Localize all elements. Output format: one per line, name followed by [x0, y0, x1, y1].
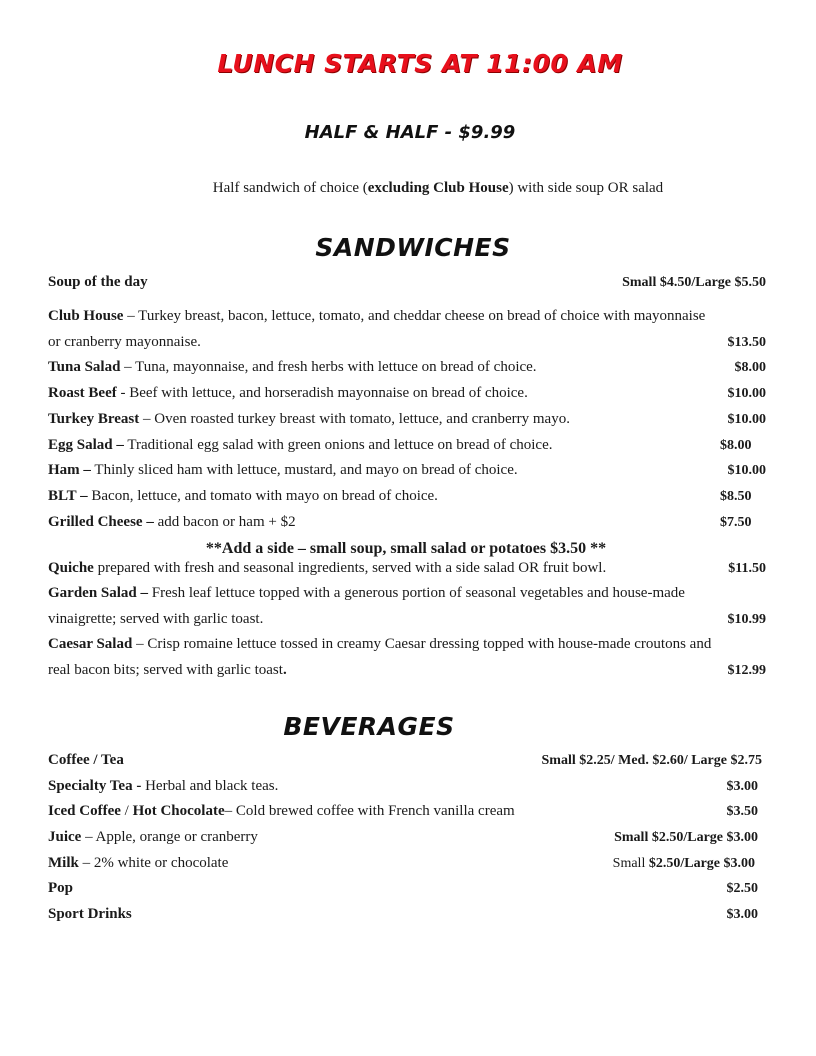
- desc-post: ) with side soup OR salad: [508, 180, 664, 196]
- page-title: LUNCH STARTS AT 11:00 AM: [217, 49, 623, 78]
- item-price: $2.50: [726, 881, 758, 896]
- item-desc: or cranberry mayonnaise.: [48, 334, 201, 350]
- item-name: Roast Beef: [48, 385, 117, 401]
- item-desc-end: .: [282, 662, 287, 678]
- item-price: $10.00: [727, 463, 766, 478]
- item-desc: Thinly sliced ham with lettuce, mustard, and mayo on bread of choice.: [90, 462, 518, 478]
- item-name: Egg Salad –: [48, 437, 124, 453]
- menu-item-quiche: [48, 560, 606, 577]
- beverage-specialty-tea: [48, 778, 278, 795]
- sandwiches-heading: SANDWICHES: [315, 233, 511, 262]
- item-name: Specialty Tea -: [48, 778, 142, 794]
- item-name: Caesar Salad: [48, 636, 133, 652]
- item-desc: add bacon or ham + $2: [153, 514, 296, 530]
- item-price: $3.00: [726, 779, 758, 794]
- item-sep: /: [120, 803, 133, 819]
- item-desc: prepared with fresh and seasonal ingredients, served with a side salad OR fruit bowl.: [93, 560, 607, 576]
- menu-item-caesar-salad: [48, 636, 711, 653]
- item-price: $13.50: [727, 335, 766, 350]
- item-desc: Fresh leaf lettuce topped with a generous portion of seasonal vegetables and house-made: [148, 585, 685, 601]
- menu-item-egg-salad: [48, 437, 553, 454]
- menu-item-caesar-salad-cont: [48, 662, 287, 679]
- item-desc: – Cold brewed coffee with French vanilla cream: [224, 803, 515, 819]
- item-desc: – Apple, orange or cranberry: [81, 829, 258, 845]
- menu-item-blt: [48, 488, 438, 505]
- item-desc: – 2% white or chocolate: [78, 855, 229, 871]
- menu-item-turkey-breast: [48, 411, 570, 428]
- item-price: Small $2.50/Large $3.00: [614, 830, 758, 845]
- item-name: Juice: [48, 829, 82, 845]
- beverage-coffee-tea: [48, 752, 124, 769]
- half-and-half-heading: HALF & HALF - $9.99: [304, 122, 516, 143]
- item-price: Small $2.25/ Med. $2.60/ Large $2.75: [541, 753, 762, 768]
- item-name: Ham –: [48, 462, 91, 478]
- menu-item-garden-salad: [48, 585, 685, 602]
- item-name: BLT –: [48, 488, 88, 504]
- menu-item-roast-beef: [48, 385, 528, 402]
- menu-item-club-house-cont: [48, 334, 201, 351]
- item-desc: Bacon, lettuce, and tomato with mayo on bread of choice.: [87, 488, 438, 504]
- item-name: Garden Salad –: [48, 585, 149, 601]
- item-name: Sport Drinks: [48, 906, 132, 922]
- item-desc: – Turkey breast, bacon, lettuce, tomato, and cheddar cheese on bread of choice with mayonnaise: [123, 308, 706, 324]
- item-name: Grilled Cheese –: [48, 514, 154, 530]
- item-price: $8.50: [720, 489, 752, 504]
- item-desc: – Oven roasted turkey breast with tomato, lettuce, and cranberry mayo.: [139, 411, 570, 427]
- item-desc: – Crisp romaine lettuce tossed in creamy Caesar dressing topped with house-made croutons and: [132, 636, 712, 652]
- item-desc: real bacon bits; served with garlic toast: [48, 662, 283, 678]
- item-price: $8.00: [734, 360, 766, 375]
- beverage-sport-drinks: [48, 906, 132, 923]
- beverage-pop: [48, 880, 73, 897]
- item-price: $3.50: [726, 804, 758, 819]
- beverages-heading: BEVERAGES: [283, 712, 455, 741]
- beverage-juice: [48, 829, 258, 846]
- item-name: Milk: [48, 855, 79, 871]
- menu-item-ham: [48, 462, 518, 479]
- item-name: Pop: [48, 880, 74, 896]
- item-name: Turkey Breast: [48, 411, 140, 427]
- item-name: Iced Coffee: [48, 803, 121, 819]
- item-price: $12.99: [727, 663, 766, 678]
- item-name: Tuna Salad: [48, 359, 121, 375]
- item-name-2: Hot Chocolate: [132, 803, 225, 819]
- item-price: $11.50: [728, 561, 766, 576]
- item-name: Coffee / Tea: [48, 752, 124, 768]
- item-desc: Herbal and black teas.: [141, 778, 279, 794]
- desc-pre: Half sandwich of choice (: [212, 180, 368, 196]
- soup-price: Small $4.50/Large $5.50: [622, 275, 766, 290]
- item-name: Quiche: [48, 560, 94, 576]
- beverage-milk: [48, 855, 228, 872]
- item-desc: – Tuna, mayonnaise, and fresh herbs with lettuce on bread of choice.: [120, 359, 537, 375]
- beverage-iced-coffee: [48, 803, 515, 820]
- item-price: $10.99: [727, 612, 766, 627]
- item-desc: vinaigrette; served with garlic toast.: [48, 611, 264, 627]
- item-name: Club House: [48, 308, 124, 324]
- half-and-half-description: [0, 180, 816, 197]
- soup-row: [48, 274, 148, 291]
- menu-item-tuna-salad: [48, 359, 537, 376]
- price-value: $2.50/Large $3.00: [648, 856, 755, 871]
- item-desc: Traditional egg salad with green onions and lettuce on bread of choice.: [123, 437, 553, 453]
- item-price: $7.50: [720, 515, 752, 530]
- menu-item-club-house: [48, 308, 705, 325]
- item-price: $8.00: [720, 438, 752, 453]
- menu-item-garden-salad-cont: [48, 611, 263, 628]
- item-price: $10.00: [727, 412, 766, 427]
- menu-item-grilled-cheese: [48, 514, 296, 531]
- desc-bold: excluding Club House: [367, 180, 509, 196]
- item-name: Soup of the day: [48, 274, 148, 290]
- item-desc: - Beef with lettuce, and horseradish mayonnaise on bread of choice.: [116, 385, 528, 401]
- add-side-note: **Add a side – small soup, small salad or potatoes $3.50 **: [205, 540, 607, 557]
- price-small-label: Small: [612, 856, 649, 871]
- item-price: $3.00: [726, 907, 758, 922]
- item-price: [613, 856, 755, 872]
- item-price: $10.00: [727, 386, 766, 401]
